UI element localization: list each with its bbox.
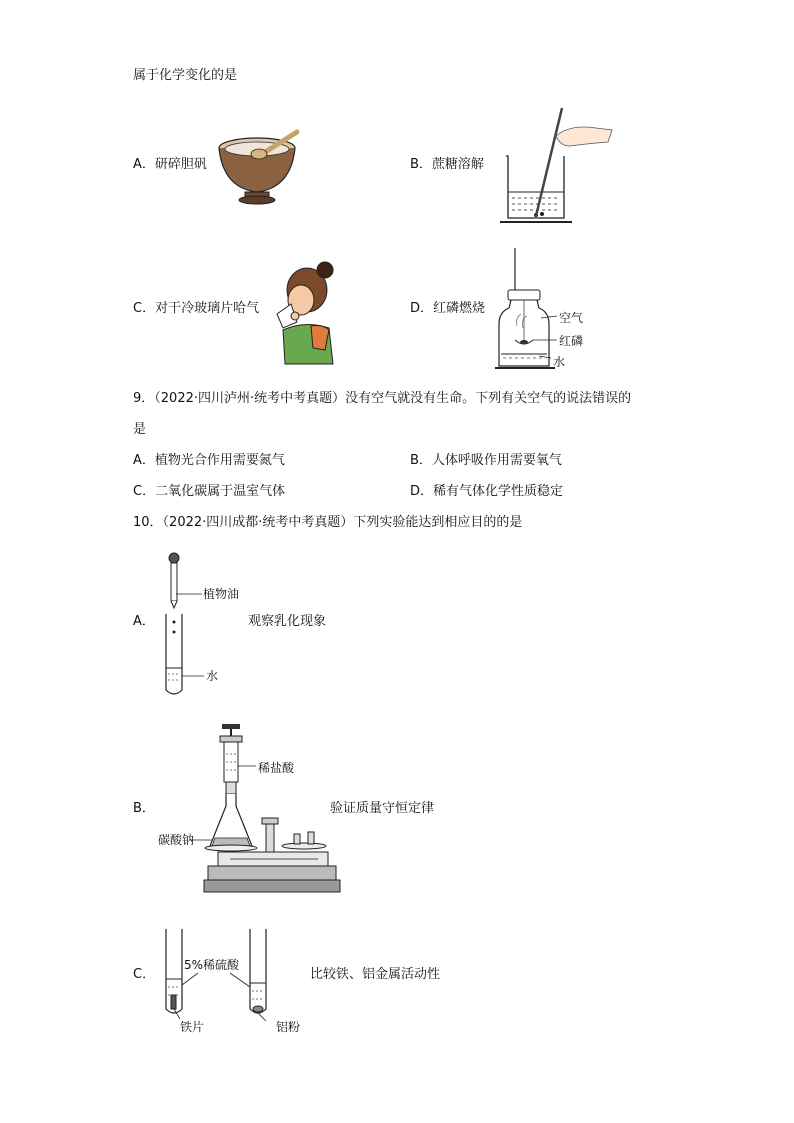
label-sodium-carbonate: 碳酸钠 bbox=[158, 833, 195, 847]
mass-conservation-balance-apparatus bbox=[158, 722, 333, 902]
label-5pct-h2so4: 5%稀硫酸 bbox=[184, 958, 240, 972]
q10-option-b-desc: 验证质量守恒定律 bbox=[330, 801, 435, 816]
q8-stem-tail: 属于化学变化的是 bbox=[133, 68, 238, 83]
sugar-dissolving-beaker-image bbox=[500, 106, 615, 226]
q8-option-d[interactable]: D．红磷燃烧 bbox=[410, 301, 486, 316]
mortar-and-pestle-image bbox=[215, 130, 305, 210]
q8-option-c[interactable]: C．对干冷玻璃片哈气 bbox=[133, 301, 260, 316]
q9-option-b[interactable]: B．人体呼吸作用需要氧气 bbox=[410, 453, 562, 468]
label-vegetable-oil: 植物油 bbox=[203, 587, 240, 601]
label-water-a: 水 bbox=[206, 669, 219, 683]
label-aluminum-powder: 铝粉 bbox=[276, 1020, 301, 1034]
q8-option-b[interactable]: B．蔗糖溶解 bbox=[410, 157, 484, 172]
q10-option-c-letter[interactable]: C． bbox=[133, 967, 156, 982]
emulsion-test-tube-apparatus bbox=[160, 550, 250, 700]
label-dilute-hcl: 稀盐酸 bbox=[258, 761, 295, 775]
q9-option-a[interactable]: A．植物光合作用需要氮气 bbox=[133, 453, 285, 468]
label-water: 水 bbox=[553, 355, 566, 369]
q9-option-c[interactable]: C．二氧化碳属于温室气体 bbox=[133, 484, 286, 499]
q10-option-a-desc: 观察乳化现象 bbox=[248, 614, 327, 629]
q10-option-c-desc: 比较铁、铝金属活动性 bbox=[310, 967, 441, 982]
q10-option-b-letter[interactable]: B． bbox=[133, 801, 155, 816]
girl-breathing-on-glass-image bbox=[265, 260, 340, 365]
label-air: 空气 bbox=[559, 311, 584, 325]
q9-option-d[interactable]: D．稀有气体化学性质稳定 bbox=[410, 484, 564, 499]
q8-option-a[interactable]: A．研碎胆矾 bbox=[133, 157, 207, 172]
q9-stem-line1: 9．（2022·四川泸州·统考中考真题）没有空气就没有生命。下列有关空气的说法错误的 bbox=[133, 391, 632, 406]
label-red-phosphorus: 红磷 bbox=[559, 334, 584, 348]
label-iron-sheet: 铁片 bbox=[180, 1020, 205, 1034]
red-phosphorus-burning-apparatus bbox=[495, 248, 595, 373]
q10-option-a-letter[interactable]: A． bbox=[133, 614, 155, 629]
metal-activity-test-tubes-apparatus bbox=[160, 925, 310, 1040]
q9-stem-line2: 是 bbox=[133, 422, 147, 437]
q10-stem: 10．（2022·四川成都·统考中考真题）下列实验能达到相应目的的是 bbox=[133, 515, 523, 530]
